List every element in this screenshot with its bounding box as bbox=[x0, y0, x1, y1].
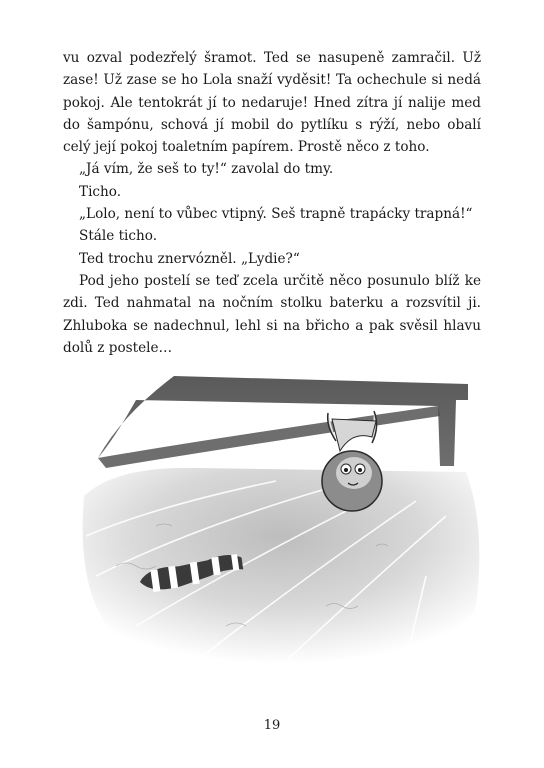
boy-upside-down bbox=[322, 411, 382, 511]
paragraph-6: Ted trochu znervózněl. „Lydie?“ bbox=[79, 250, 300, 267]
page-number: 19 bbox=[263, 718, 281, 733]
paragraph-1: vu ozval podezřelý šramot. Ted se nasupeně zamračil. Už zase! Už zase se ho Lola snaží vyděsit! Ta ochechule si nedá pokoj. Ale tentokrát jí to nedaruje! Hned zítra jí nalije med do šampónu, schová jí mobil do pytlíku s rýží, nebo obalí celý její pokoj toaletním papírem. Prostě něco z toho. bbox=[63, 50, 481, 156]
floor bbox=[83, 468, 480, 664]
illustration-boy-under-bed bbox=[76, 376, 486, 668]
paragraph-5: Stále ticho. bbox=[79, 228, 158, 245]
body-text bbox=[63, 47, 481, 359]
paragraph-2: „Já vím, že seš to ty!“ zavolal do tmy. bbox=[79, 161, 334, 178]
paragraph-4: „Lolo, není to vůbec vtipný. Seš trapně trapácky trapná!“ bbox=[79, 206, 473, 223]
paragraph-7: Pod jeho postelí se teď zcela určitě něco posunulo blíž ke zdi. Ted nahmatal na nočním stolku baterku a rozsvítil ji. Zhluboka se nadechnul, lehl si na břicho a pak svěsil hlavu dolů z postele… bbox=[63, 272, 481, 356]
paragraph-3: Ticho. bbox=[79, 183, 122, 200]
